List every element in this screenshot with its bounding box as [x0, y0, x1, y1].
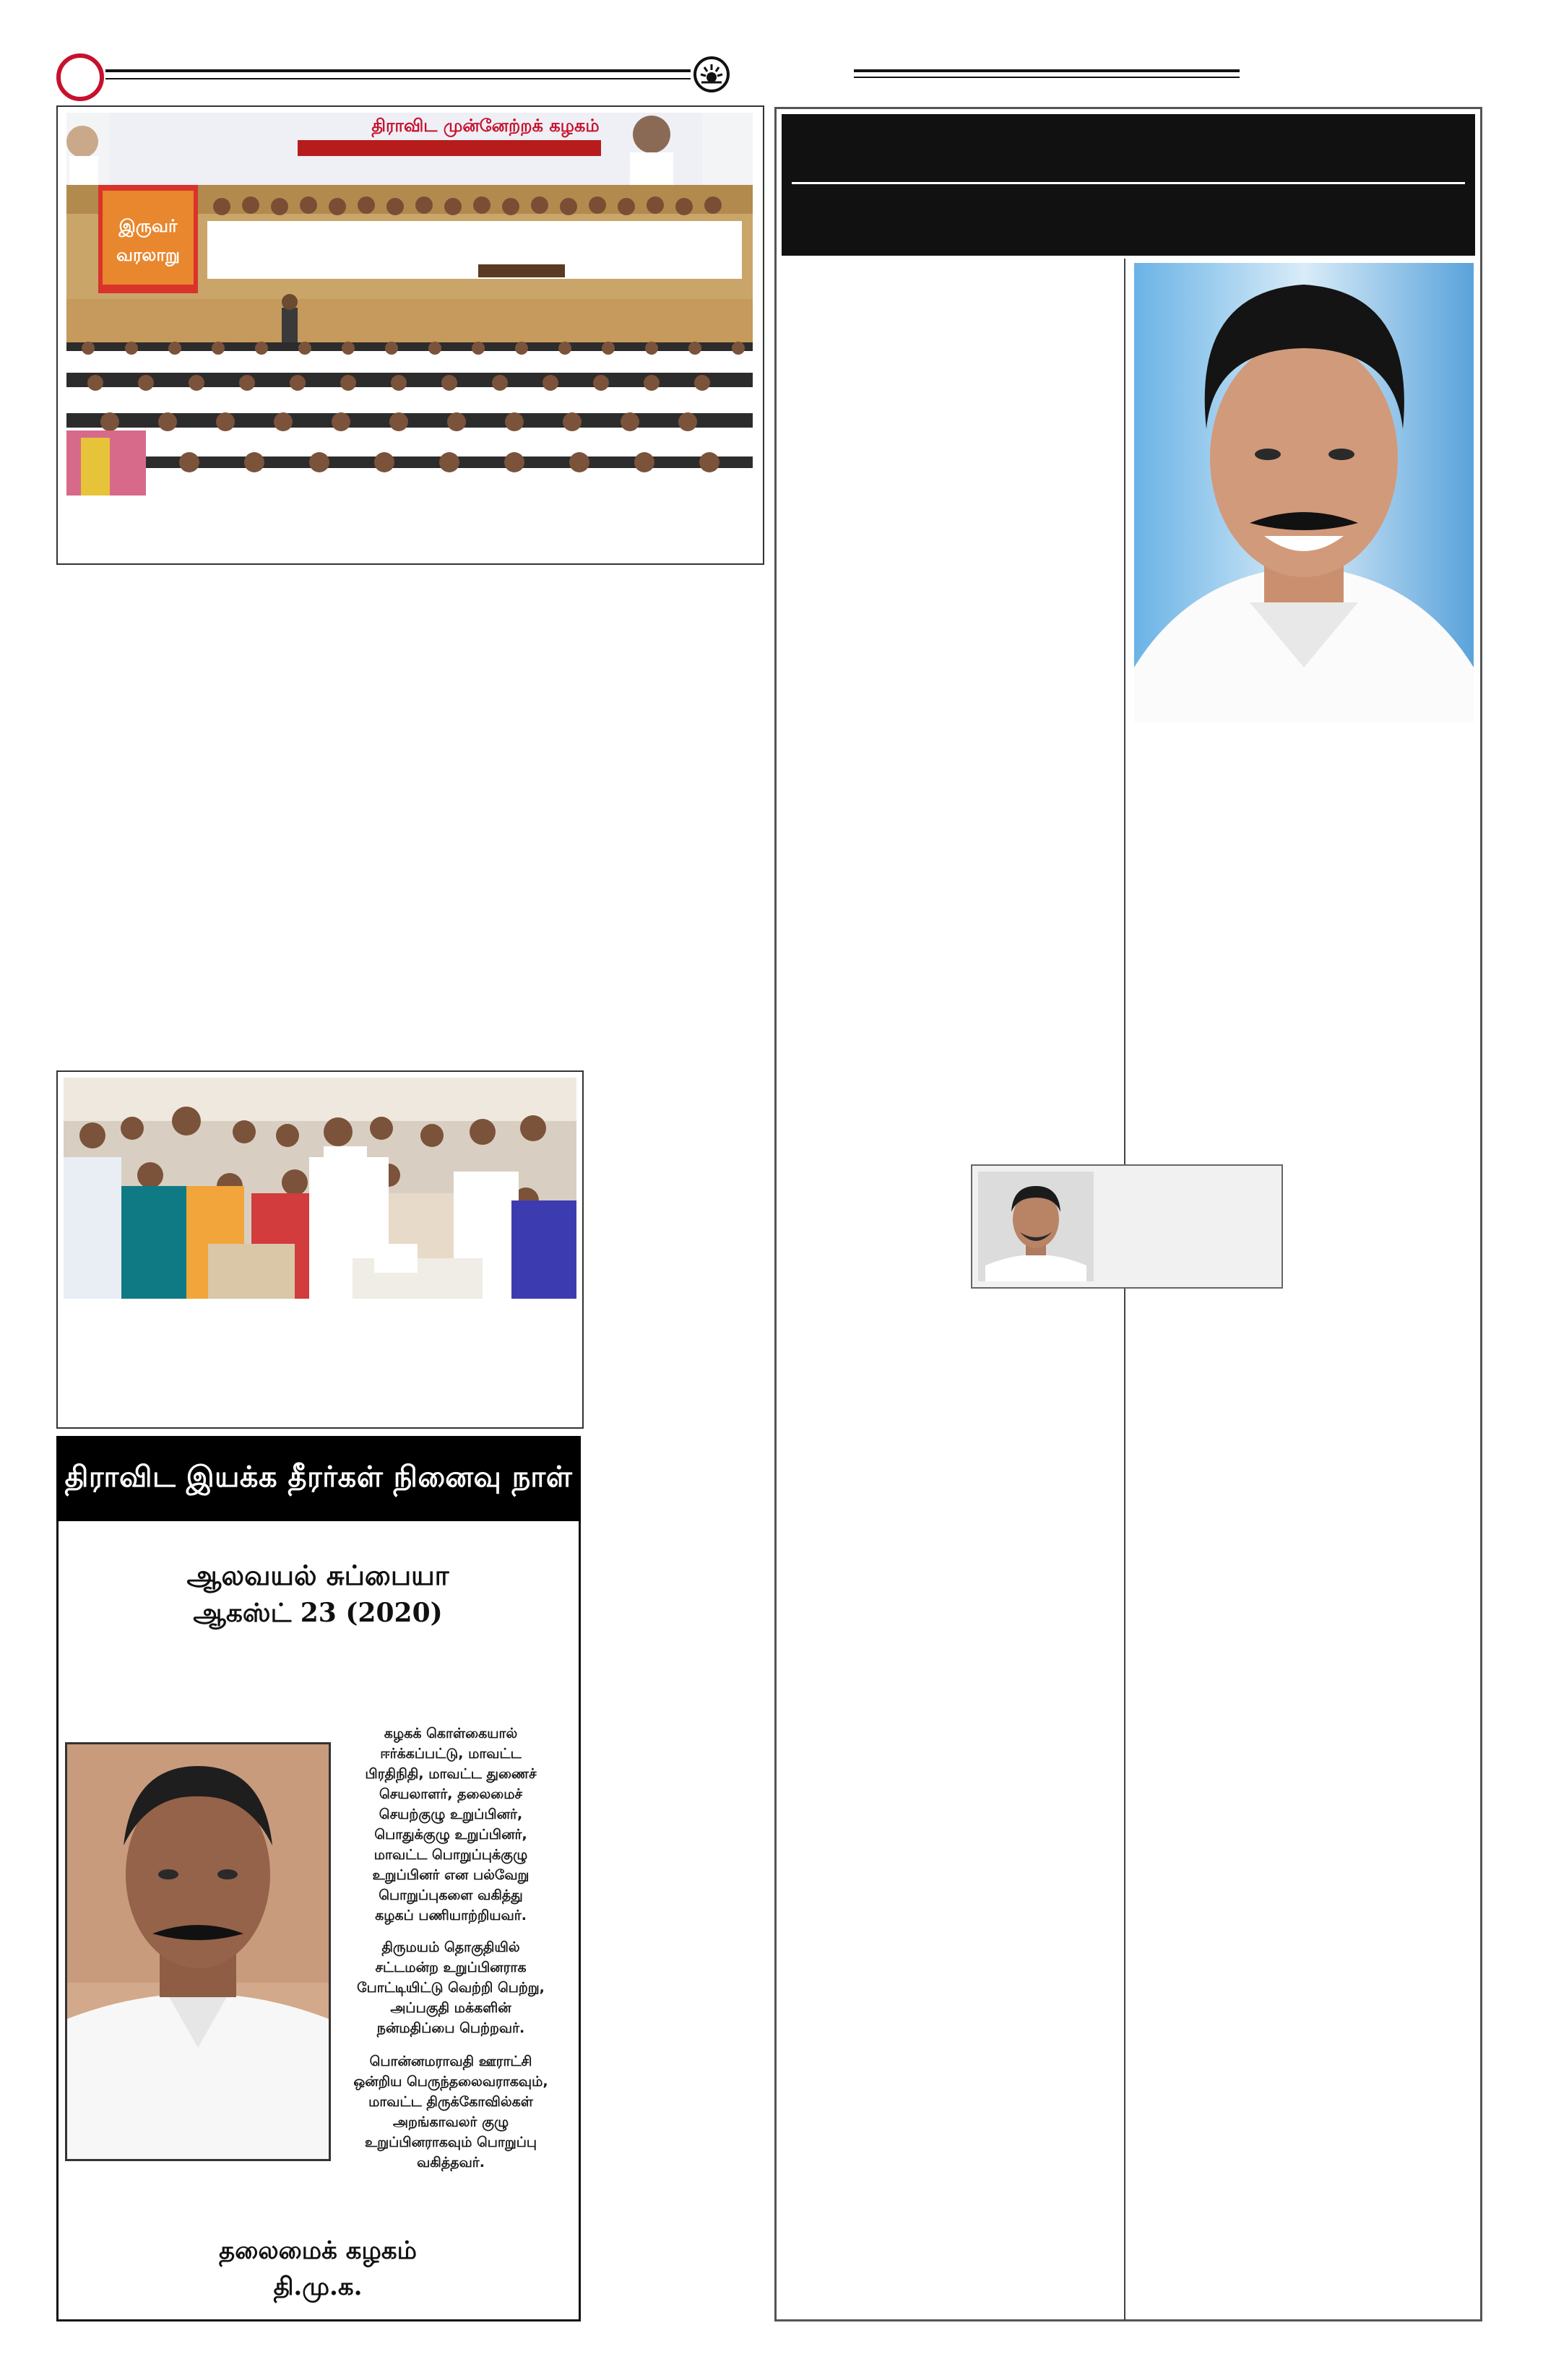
- memorial-footer-1: தலைமைக் கழகம்: [219, 2236, 417, 2265]
- author-photo: [978, 1172, 1094, 1281]
- memorial-footer-2: தி.மு.க.: [273, 2272, 363, 2301]
- right-column-header-rule: [792, 182, 1465, 184]
- rising-sun-emblem-icon: [693, 56, 730, 92]
- banner-title: திராவிட முன்னேற்றக் கழகம்: [371, 116, 600, 136]
- page-marker-circle: [56, 53, 104, 101]
- header-rule-right: [854, 69, 1240, 78]
- meeting-photo: [66, 113, 753, 496]
- podium-text-1: இருவர்: [118, 216, 178, 236]
- memorial-paragraph-3: பொன்னமராவதி ஊராட்சி ஒன்றிய பெருந்தலைவராகவும், மாவட்ட திருக்கோவில்கள் அறங்காவலர் குழு உறுப்பினராகவும் பொறுப்பு வகித்தவர்.: [353, 2054, 548, 2171]
- header-rule-left: [105, 69, 691, 79]
- memorial-paragraph-1: கழகக் கொள்கையால் ஈர்க்கப்பட்டு, மாவட்ட பிரதிநிதி, மாவட்ட துணைச் செயலாளர், தலைமைச் செயற்குழு உறுப்பினர், பொதுக்குழு உறுப்பினர், மாவட்ட பொறுப்புக்குழு உறுப்பினர் என பல்வேறு பொறுப்புகளை வகித்து கழகப் பணியாற்றியவர்.: [365, 1726, 537, 1924]
- memorial-portrait: [65, 1742, 331, 2161]
- right-column-divider: [1124, 259, 1125, 2320]
- memorial-name: ஆலவயல் சுப்பையா: [186, 1559, 449, 1591]
- memorial-paragraph-2: திருமயம் தொகுதியில் சட்டமன்ற உறுப்பினராக போட்டியிட்டு வெற்றி பெற்று, அப்பகுதி மக்களின் நன்மதிப்பை பெற்றவர்.: [357, 1939, 545, 2036]
- right-column-header-bar: [782, 114, 1475, 256]
- petition-photo: [64, 1078, 576, 1299]
- memorial-date: ஆகஸ்ட் 23 (2020): [193, 1598, 443, 1628]
- podium-text-2: வரலாறு: [116, 245, 180, 265]
- leader-portrait: [1134, 263, 1474, 722]
- memorial-heading: திராவிட இயக்க தீரர்கள் நினைவு நாள்: [56, 1436, 581, 1521]
